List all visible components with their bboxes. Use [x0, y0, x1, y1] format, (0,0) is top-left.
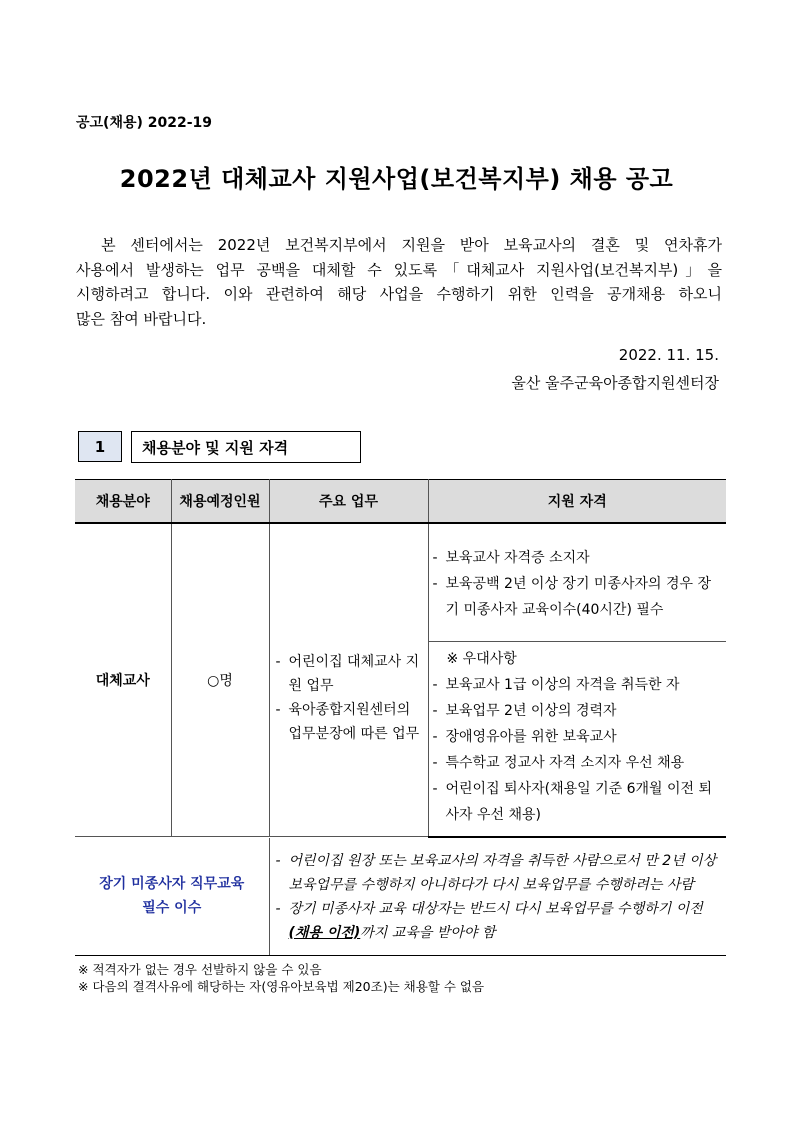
document-title: 2022년 대체교사 지원사업(보건복지부) 채용 공고 [119, 165, 674, 193]
section-title: 채용분야 및 지원 자격 [131, 431, 361, 463]
training-heading-cell [75, 838, 269, 955]
column-header: 주요 업무 [269, 480, 428, 524]
field-cell: 대체교사 [75, 523, 171, 837]
intro-line: 사용에서 발생하는 업무 공백을 대체할 수 있도록「대체교사 지원사업(보건복지부)」을 [76, 260, 722, 279]
preferences-cell [428, 641, 726, 837]
training-detail-cell [269, 838, 726, 955]
recruitment-table [75, 479, 726, 838]
section-number: 1 [78, 431, 122, 462]
preference-item: - 특수학교 정교사 자격 소지자 우선 채용 [432, 754, 685, 771]
intro-paragraph [76, 233, 722, 331]
training-item: - 장기 미종사자 교육 대상자는 반드시 다시 보육업무를 수행하기 이전 (채용 이전)까지 교육을 받아야 함 [275, 901, 703, 942]
preference-item: - 보육교사 1급 이상의 자격을 취득한 자 [432, 676, 680, 693]
footnote: ※ 다음의 결격사유에 해당하는 자(영유아보육법 제20조)는 채용할 수 없음 [78, 979, 485, 994]
preferences-heading: ※ 우대사항 [446, 650, 517, 667]
preference-item: - 어린이집 퇴사자(채용일 기준 6개월 이전 퇴사자 우선 채용) [432, 780, 713, 823]
qualification-item: - 보육공백 2년 이상 장기 미종사자의 경우 장기 미종사자 교육이수(40시간) 필수 [432, 576, 712, 619]
preference-item: - 장애영유아를 위한 보육교사 [432, 728, 617, 745]
issuer: 울산 울주군육아종합지원센터장 [511, 374, 719, 392]
training-heading: 장기 미종사자 직무교육 필수 이수 [99, 876, 245, 917]
intro-line: 많은 참여 바랍니다. [76, 309, 207, 328]
table-header-row [75, 480, 726, 524]
training-item: - 어린이집 원장 또는 보육교사의 자격을 취득한 사람으로서 만 2년 이상 보육업무를 수행하지 아니하다가 다시 보육업무를 수행하려는 사람 [275, 853, 717, 894]
headcount-cell: ○명 [171, 523, 269, 837]
duties-cell [269, 523, 428, 837]
training-table [75, 838, 726, 956]
column-header: 지원 자격 [428, 480, 726, 524]
footnote: ※ 적격자가 없는 경우 선발하지 않을 수 있음 [78, 962, 322, 977]
column-header: 채용예정인원 [171, 480, 269, 524]
emphasis-text: (채용 이전) [288, 925, 361, 942]
preference-item: - 보육업무 2년 이상의 경력자 [432, 702, 617, 719]
qualification-item: - 보육교사 자격증 소지자 [432, 550, 590, 567]
notice-number: 공고(채용) 2022-19 [76, 115, 213, 131]
footnotes [78, 961, 484, 995]
intro-line: 본 센터에서는 2022년 보건복지부에서 지원을 받아 보육교사의 결혼 및 연차휴가 [76, 236, 722, 254]
qualifications-cell [428, 523, 726, 641]
issue-date: 2022. 11. 15. [618, 346, 719, 364]
intro-line: 시행하려고 합니다. 이와 관련하여 해당 사업을 수행하기 위한 인력을 공개채용 하오니 [76, 285, 722, 303]
duty-item: - 어린이집 대체교사 지원 업무 [275, 654, 420, 694]
column-header: 채용분야 [75, 480, 171, 524]
duty-item: - 육아종합지원센터의 업무분장에 따른 업무 [275, 702, 420, 742]
